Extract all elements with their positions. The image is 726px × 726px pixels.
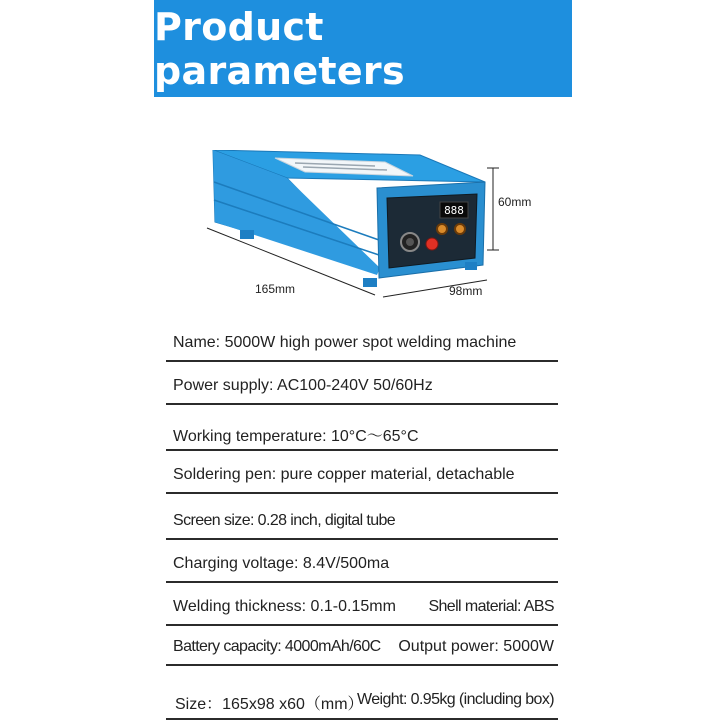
divider — [166, 664, 558, 666]
height-dimension: 60mm — [498, 195, 532, 209]
divider — [166, 360, 558, 362]
copper-jack-left — [437, 224, 447, 234]
divider — [166, 718, 558, 720]
title-banner — [154, 0, 572, 97]
spec-charging-voltage-text: Charging voltage: 8.4V/500ma — [173, 555, 390, 572]
spec-battery-capacity-text: Battery capacity: 4000mAh/60C — [173, 638, 381, 655]
divider — [166, 449, 558, 451]
spec-soldering-pen-text: Soldering pen: pure copper material, detachable — [173, 466, 515, 483]
spec-shell-material-text: Shell material: ABS — [428, 598, 554, 615]
product-image — [195, 150, 550, 310]
spec-size-text: Size：165x98 x60（mm） — [175, 696, 364, 713]
spec-output-power-text: Output power: 5000W — [398, 638, 554, 655]
divider — [166, 538, 558, 540]
spec-working-temperature-text: Working temperature: 10°C～65°C — [173, 428, 419, 445]
divider — [166, 624, 558, 626]
page-title: Product parameters — [154, 4, 405, 93]
spec-power-supply-text: Power supply: AC100-240V 50/60Hz — [173, 377, 433, 394]
spec-screen-size-text: Screen size: 0.28 inch, digital tube — [173, 512, 396, 529]
spec-name-text: Name: 5000W high power spot welding machine — [173, 334, 517, 351]
copper-jack-right — [455, 224, 465, 234]
spec-weight-text: Weight: 0.95kg (including box) — [357, 691, 554, 708]
divider — [166, 403, 558, 405]
power-button — [426, 238, 438, 250]
width-dimension: 98mm — [449, 284, 483, 298]
length-dimension: 165mm — [255, 282, 296, 296]
display-value: 888 — [444, 204, 464, 217]
divider — [166, 581, 558, 583]
spec-welding-thickness-text: Welding thickness: 0.1-0.15mm — [173, 598, 396, 615]
divider — [166, 492, 558, 494]
